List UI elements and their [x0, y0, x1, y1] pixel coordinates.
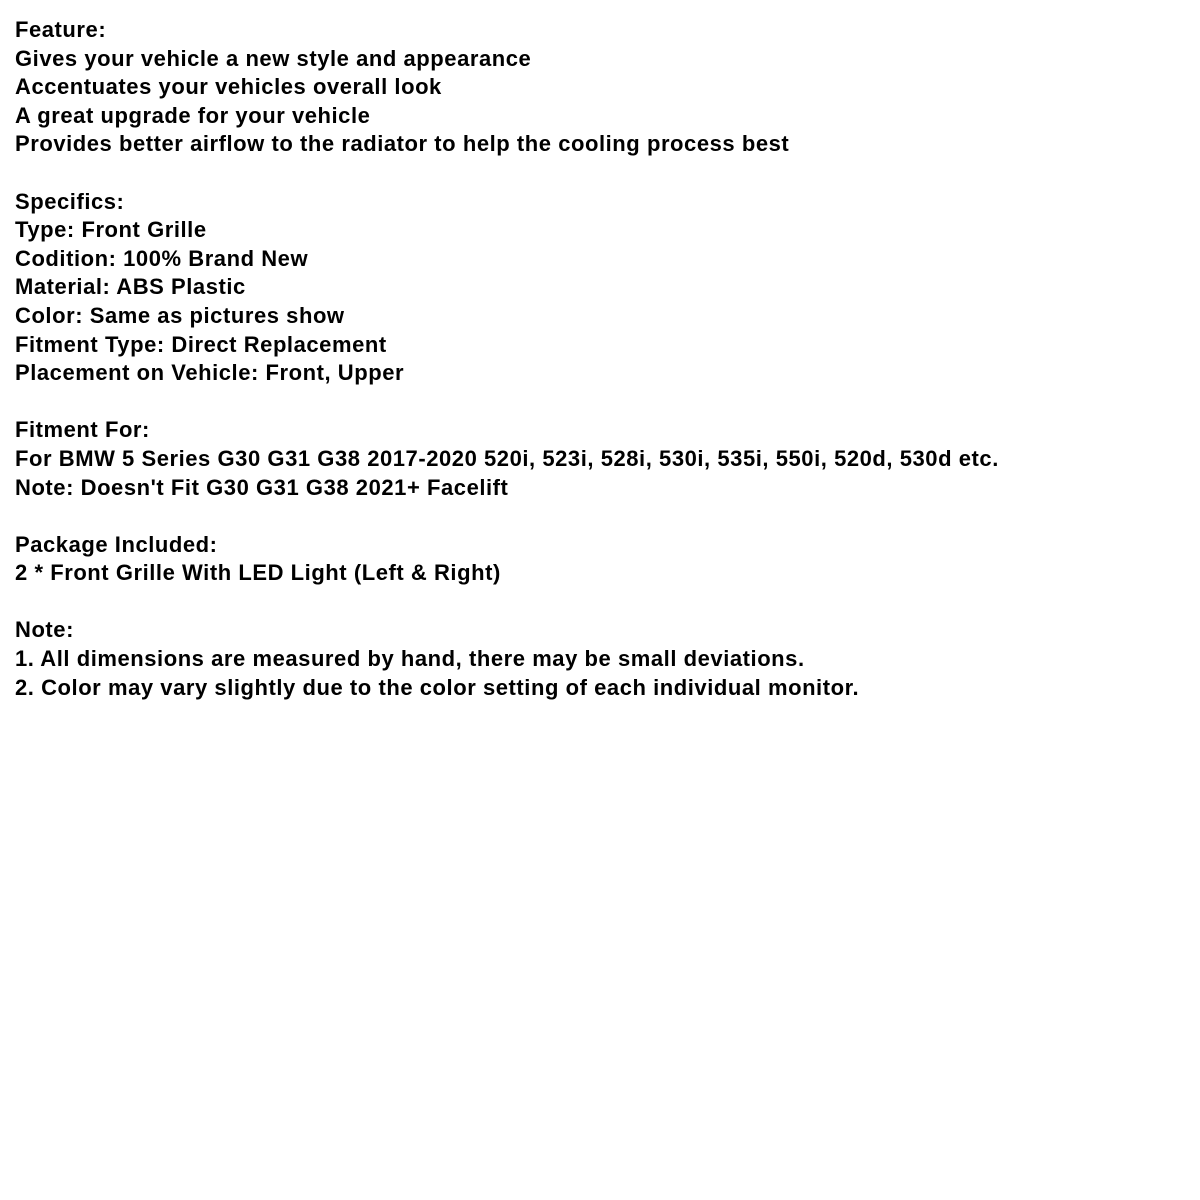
feature-item: Accentuates your vehicles overall look	[15, 74, 442, 100]
feature-section	[15, 16, 1185, 159]
spec-item: Material: ABS Plastic	[15, 274, 246, 300]
spec-item: Type: Front Grille	[15, 217, 207, 243]
spacer	[15, 588, 1185, 617]
specifics-section	[15, 188, 1185, 388]
package-section	[15, 531, 1185, 588]
spacer	[15, 159, 1185, 188]
section-heading: Fitment For:	[15, 417, 150, 443]
spec-item: Fitment Type: Direct Replacement	[15, 331, 387, 357]
fitment-item: Note: Doesn't Fit G30 G31 G38 2021+ Facelift	[15, 474, 509, 500]
spec-item: Codition: 100% Brand New	[15, 245, 309, 271]
feature-item: Provides better airflow to the radiator to help the cooling process best	[15, 131, 790, 157]
section-heading: Specifics:	[15, 188, 125, 214]
section-heading: Note:	[15, 617, 74, 643]
spacer	[15, 388, 1185, 417]
fitment-section	[15, 416, 1185, 502]
spec-item: Color: Same as pictures show	[15, 302, 345, 328]
feature-item: A great upgrade for your vehicle	[15, 102, 371, 128]
section-heading: Package Included:	[15, 531, 218, 557]
package-item: 2 * Front Grille With LED Light (Left & Right)	[15, 560, 501, 586]
note-section	[15, 616, 1185, 702]
feature-item: Gives your vehicle a new style and appearance	[15, 45, 532, 71]
fitment-item: For BMW 5 Series G30 G31 G38 2017-2020 520i, 523i, 528i, 530i, 535i, 550i, 520d, 530d etc.	[15, 445, 999, 471]
note-item: 2. Color may vary slightly due to the color setting of each individual monitor.	[15, 674, 860, 700]
note-item: 1. All dimensions are measured by hand, there may be small deviations.	[15, 646, 805, 672]
spec-item: Placement on Vehicle: Front, Upper	[15, 360, 405, 386]
spacer	[15, 502, 1185, 531]
section-heading: Feature:	[15, 17, 107, 42]
product-description	[15, 16, 1185, 702]
